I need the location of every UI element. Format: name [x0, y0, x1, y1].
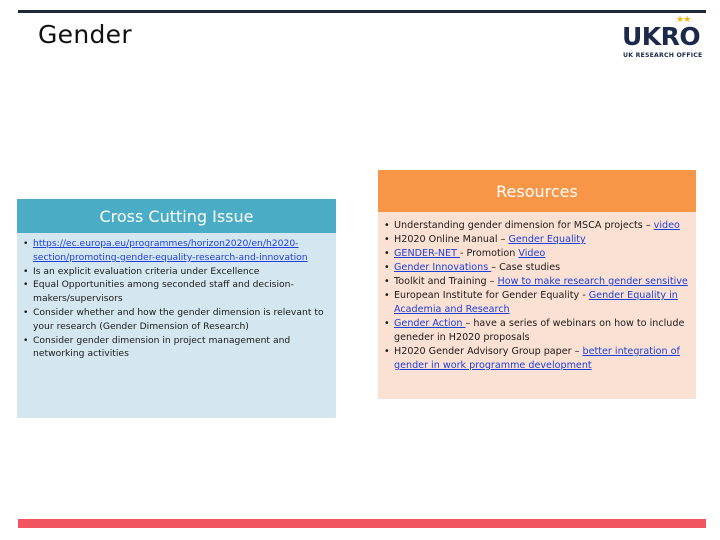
gender-innovations-link[interactable]: Gender Innovations — [394, 262, 492, 273]
stars-icon: ★★ — [676, 14, 691, 24]
gender-action-link[interactable]: Gender Action — [394, 318, 466, 329]
logo-subtitle: UK RESEARCH OFFICE — [623, 52, 703, 59]
list-item — [384, 219, 688, 233]
eige-academia-link[interactable]: Gender Equality in Academia and Research — [394, 290, 678, 315]
item-text: Understanding gender dimension for MSCA projects – — [394, 220, 654, 231]
item-text: - Promotion — [460, 248, 519, 259]
list-item — [384, 275, 688, 289]
item-text: H2020 Online Manual – — [394, 234, 509, 245]
top-rule — [18, 10, 706, 13]
list-item — [384, 289, 688, 317]
horizon2020-gender-link[interactable]: https://ec.europa.eu/programmes/horizon2020/en/h2020-section/promoting-gender-equality-research-and-innovation — [33, 238, 308, 263]
bottom-accent-bar — [18, 519, 706, 528]
list-item: • Consider whether and how the gender dimension is relevant to your research (Gender Dimension of Research) — [23, 306, 328, 334]
cross-cutting-heading: Cross Cutting Issue — [17, 199, 336, 233]
list-item — [384, 345, 688, 373]
list-item: • Is an explicit evaluation criteria under Excellence — [23, 265, 328, 279]
list-item — [384, 233, 688, 247]
item-text: H2020 Gender Advisory Group paper – — [394, 346, 583, 357]
list-item — [384, 247, 688, 261]
resources-list — [378, 212, 696, 373]
toolkit-training-link[interactable]: How to make research gender sensitive — [497, 276, 688, 287]
resources-panel — [378, 170, 696, 399]
gender-equality-manual-link[interactable]: Gender Equality — [508, 234, 586, 245]
list-item — [384, 317, 688, 345]
list-item: • Consider gender dimension in project management and networking activities — [23, 334, 328, 362]
list-item: • Equal Opportunities among seconded staff and decision-makers/supervisors — [23, 278, 328, 306]
cross-cutting-list — [17, 233, 336, 361]
list-item — [23, 237, 328, 265]
item-text: European Institute for Gender Equality - — [394, 290, 589, 301]
advisory-group-paper-link[interactable]: better integration of gender in work programme development — [394, 346, 680, 371]
item-text: Toolkit and Training – — [394, 276, 498, 287]
cross-cutting-panel — [17, 199, 336, 418]
resources-heading: Resources — [378, 170, 696, 212]
msca-video-link[interactable]: video — [653, 220, 680, 231]
page-title: Gender — [38, 20, 132, 49]
ukro-logo — [622, 14, 708, 64]
logo-wordmark: UKRO — [622, 22, 701, 51]
gender-net-video-link[interactable]: Video — [518, 248, 546, 259]
item-text: – Case studies — [491, 262, 561, 273]
item-text: – have a series of webinars on how to include geneder in H2020 proposals — [394, 318, 685, 343]
gender-net-link[interactable]: GENDER-NET — [394, 248, 461, 259]
list-item — [384, 261, 688, 275]
